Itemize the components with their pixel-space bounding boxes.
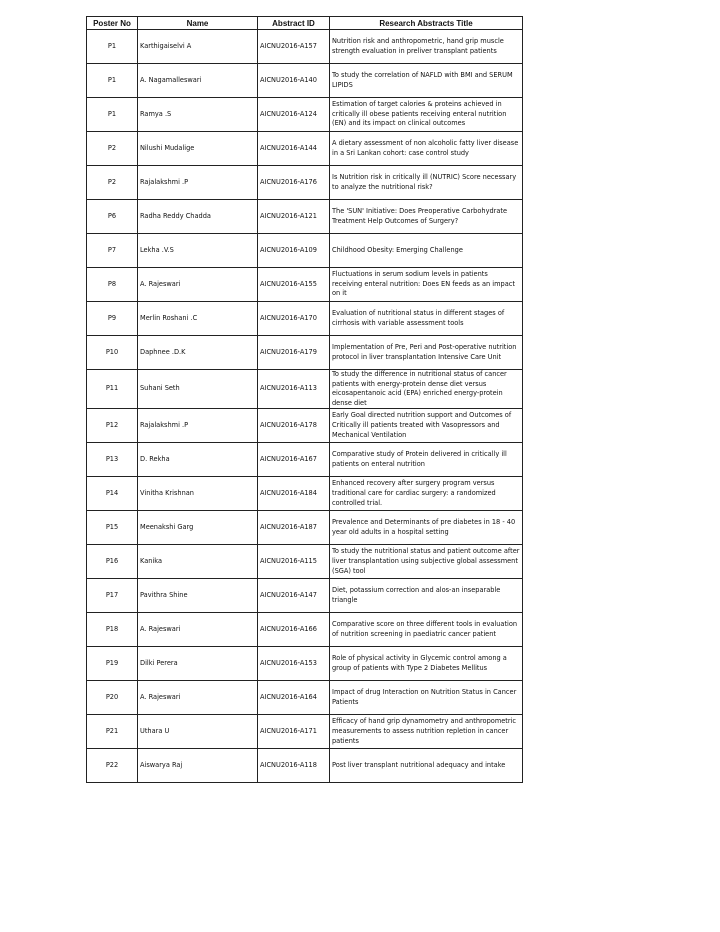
cell-poster-no: P2 — [87, 132, 138, 166]
cell-title: To study the nutritional status and patient outcome after liver transplantation using subjective global assessment (SGA) tool — [330, 545, 523, 579]
cell-name: A. Rajeswari — [138, 613, 258, 647]
table-row — [87, 409, 523, 443]
cell-abstract-id: AICNU2016-A113 — [258, 370, 330, 409]
cell-title: Role of physical activity in Glycemic control among a group of patients with Type 2 Diabetes Mellitus — [330, 647, 523, 681]
cell-name: Aiswarya Raj — [138, 749, 258, 783]
cell-title: The 'SUN' Initiative: Does Preoperative Carbohydrate Treatment Help Outcomes of Surgery? — [330, 200, 523, 234]
header-name: Name — [138, 17, 258, 30]
cell-poster-no: P10 — [87, 336, 138, 370]
table-row — [87, 268, 523, 302]
cell-abstract-id: AICNU2016-A118 — [258, 749, 330, 783]
cell-poster-no: P21 — [87, 715, 138, 749]
table-row — [87, 715, 523, 749]
cell-abstract-id: AICNU2016-A115 — [258, 545, 330, 579]
cell-poster-no: P20 — [87, 681, 138, 715]
cell-abstract-id: AICNU2016-A187 — [258, 511, 330, 545]
cell-poster-no: P19 — [87, 647, 138, 681]
cell-title: Is Nutrition risk in critically ill (NUTRIC) Score necessary to analyze the nutritional risk? — [330, 166, 523, 200]
table-row — [87, 443, 523, 477]
cell-poster-no: P17 — [87, 579, 138, 613]
table-row — [87, 613, 523, 647]
cell-poster-no: P15 — [87, 511, 138, 545]
cell-name: Rajalakshmi .P — [138, 409, 258, 443]
cell-title: To study the difference in nutritional status of cancer patients with energy-protein dense diet versus eicosapentanoic acid (EPA) enriched energy-protein dense diet — [330, 370, 523, 409]
cell-poster-no: P1 — [87, 98, 138, 132]
cell-abstract-id: AICNU2016-A164 — [258, 681, 330, 715]
cell-poster-no: P1 — [87, 64, 138, 98]
cell-title: Prevalence and Determinants of pre diabetes in 18 - 40 year old adults in a hospital setting — [330, 511, 523, 545]
cell-name: A. Nagamalleswari — [138, 64, 258, 98]
cell-poster-no: P8 — [87, 268, 138, 302]
table-row — [87, 166, 523, 200]
cell-abstract-id: AICNU2016-A121 — [258, 200, 330, 234]
table-row — [87, 370, 523, 409]
table-row — [87, 30, 523, 64]
cell-poster-no: P6 — [87, 200, 138, 234]
cell-name: Suhani Seth — [138, 370, 258, 409]
cell-abstract-id: AICNU2016-A166 — [258, 613, 330, 647]
cell-poster-no: P12 — [87, 409, 138, 443]
cell-poster-no: P18 — [87, 613, 138, 647]
cell-title: Estimation of target calories & proteins achieved in critically ill obese patients receiving enteral nutrition (EN) and its impact on clinical outcomes — [330, 98, 523, 132]
cell-abstract-id: AICNU2016-A170 — [258, 302, 330, 336]
table-row — [87, 302, 523, 336]
cell-abstract-id: AICNU2016-A157 — [258, 30, 330, 64]
cell-title: To study the correlation of NAFLD with BMI and SERUM LIPIDS — [330, 64, 523, 98]
cell-name: Kanika — [138, 545, 258, 579]
table-row — [87, 579, 523, 613]
cell-poster-no: P9 — [87, 302, 138, 336]
cell-abstract-id: AICNU2016-A155 — [258, 268, 330, 302]
cell-abstract-id: AICNU2016-A124 — [258, 98, 330, 132]
cell-name: D. Rekha — [138, 443, 258, 477]
table-row — [87, 647, 523, 681]
cell-poster-no: P7 — [87, 234, 138, 268]
cell-poster-no: P14 — [87, 477, 138, 511]
cell-poster-no: P11 — [87, 370, 138, 409]
cell-name: Vinitha Krishnan — [138, 477, 258, 511]
table-row — [87, 200, 523, 234]
table-row — [87, 477, 523, 511]
cell-abstract-id: AICNU2016-A179 — [258, 336, 330, 370]
cell-title: Diet, potassium correction and alos-an inseparable triangle — [330, 579, 523, 613]
cell-abstract-id: AICNU2016-A153 — [258, 647, 330, 681]
cell-title: Comparative study of Protein delivered in critically ill patients on enteral nutrition — [330, 443, 523, 477]
cell-title: A dietary assessment of non alcoholic fatty liver disease in a Sri Lankan cohort: case control study — [330, 132, 523, 166]
cell-name: Pavithra Shine — [138, 579, 258, 613]
cell-poster-no: P2 — [87, 166, 138, 200]
cell-abstract-id: AICNU2016-A184 — [258, 477, 330, 511]
cell-name: Meenakshi Garg — [138, 511, 258, 545]
cell-name: Lekha .V.S — [138, 234, 258, 268]
cell-poster-no: P22 — [87, 749, 138, 783]
table-row — [87, 749, 523, 783]
cell-name: Karthigaiselvi A — [138, 30, 258, 64]
cell-poster-no: P1 — [87, 30, 138, 64]
cell-name: Rajalakshmi .P — [138, 166, 258, 200]
table-row — [87, 234, 523, 268]
cell-name: Nilushi Mudalige — [138, 132, 258, 166]
table-row — [87, 132, 523, 166]
cell-name: Dilki Perera — [138, 647, 258, 681]
cell-abstract-id: AICNU2016-A171 — [258, 715, 330, 749]
cell-name: Uthara U — [138, 715, 258, 749]
cell-abstract-id: AICNU2016-A147 — [258, 579, 330, 613]
cell-title: Impact of drug Interaction on Nutrition Status in Cancer Patients — [330, 681, 523, 715]
table-row — [87, 336, 523, 370]
cell-title: Early Goal directed nutrition support and Outcomes of Critically ill patients treated with Vasopressors and Mechanical Ventilation — [330, 409, 523, 443]
cell-abstract-id: AICNU2016-A176 — [258, 166, 330, 200]
cell-title: Implementation of Pre, Peri and Post-operative nutrition protocol in liver transplantation Intensive Care Unit — [330, 336, 523, 370]
table-row — [87, 681, 523, 715]
cell-title: Enhanced recovery after surgery program versus traditional care for cardiac surgery: a randomized controlled trial. — [330, 477, 523, 511]
cell-name: A. Rajeswari — [138, 268, 258, 302]
cell-abstract-id: AICNU2016-A109 — [258, 234, 330, 268]
cell-title: Childhood Obesity: Emerging Challenge — [330, 234, 523, 268]
cell-poster-no: P13 — [87, 443, 138, 477]
cell-title: Post liver transplant nutritional adequacy and intake — [330, 749, 523, 783]
abstracts-table — [86, 16, 523, 783]
header-row — [87, 17, 523, 30]
table-row — [87, 64, 523, 98]
cell-title: Fluctuations in serum sodium levels in patients receiving enteral nutrition: Does EN feeds as an impact on it — [330, 268, 523, 302]
cell-poster-no: P16 — [87, 545, 138, 579]
cell-title: Nutrition risk and anthropometric, hand grip muscle strength evaluation in preliver transplant patients — [330, 30, 523, 64]
cell-name: Merlin Roshani .C — [138, 302, 258, 336]
cell-abstract-id: AICNU2016-A178 — [258, 409, 330, 443]
cell-name: Daphnee .D.K — [138, 336, 258, 370]
table-row — [87, 511, 523, 545]
table-row — [87, 98, 523, 132]
cell-name: Ramya .S — [138, 98, 258, 132]
cell-title: Efficacy of hand grip dynamometry and anthropometric measurements to assess nutrition repletion in cancer patients — [330, 715, 523, 749]
cell-abstract-id: AICNU2016-A140 — [258, 64, 330, 98]
header-poster-no: Poster No — [87, 17, 138, 30]
header-title: Research Abstracts Title — [330, 17, 523, 30]
cell-abstract-id: AICNU2016-A144 — [258, 132, 330, 166]
table-row — [87, 545, 523, 579]
cell-title: Evaluation of nutritional status in different stages of cirrhosis with variable assessment tools — [330, 302, 523, 336]
cell-name: A. Rajeswari — [138, 681, 258, 715]
cell-abstract-id: AICNU2016-A167 — [258, 443, 330, 477]
cell-title: Comparative score on three different tools in evaluation of nutrition screening in paediatric cancer patient — [330, 613, 523, 647]
header-abstract-id: Abstract ID — [258, 17, 330, 30]
cell-name: Radha Reddy Chadda — [138, 200, 258, 234]
